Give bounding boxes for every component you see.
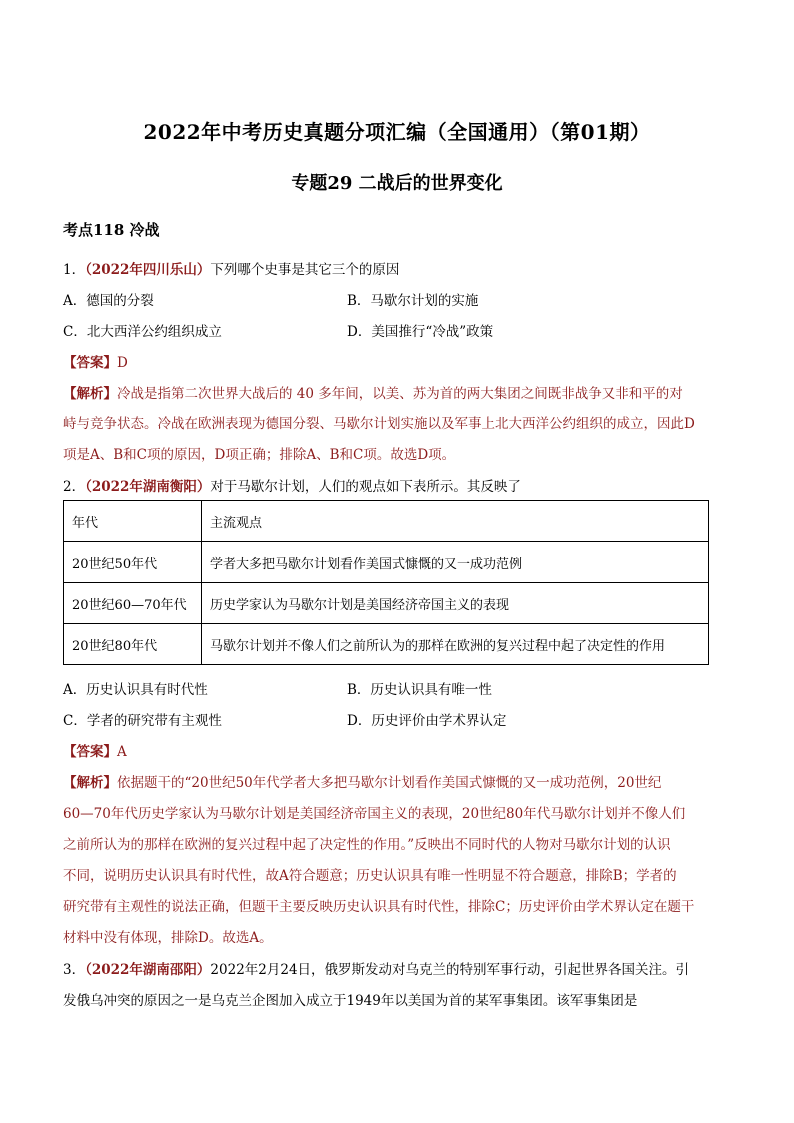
question-3-stem xyxy=(63,958,689,978)
option-a: A．历史认识具有时代性 xyxy=(63,682,208,698)
table-header-cell: 主流观点 xyxy=(202,501,709,542)
answer-value: D xyxy=(117,355,128,371)
document-title: 2022年中考历史真题分项汇编（全国通用）（第01期） xyxy=(143,120,651,144)
answer-line xyxy=(63,740,127,760)
question-text: 对于马歇尔计划，人们的观点如下表所示。其反映了 xyxy=(210,479,521,495)
question-source: （2022年湖南衡阳） xyxy=(85,479,211,495)
analysis-tag: 【解析】 xyxy=(63,775,117,791)
table-cell: 马歇尔计划并不像人们之前所认为的那样在欧洲的复兴过程中起了决定性的作用 xyxy=(202,624,709,665)
option-b: B．马歇尔计划的实施 xyxy=(347,293,479,309)
topic-subtitle: 专题29 二战后的世界变化 xyxy=(291,173,503,194)
option-c: C．北大西洋公约组织成立 xyxy=(63,324,222,340)
section-heading: 考点118 冷战 xyxy=(63,221,160,239)
question-source: （2022年四川乐山） xyxy=(85,262,211,278)
answer-tag: 【答案】 xyxy=(63,744,117,760)
analysis-line: 60—70年代历史学家认为马歇尔计划是美国经济帝国主义的表现，20世纪80年代马歇尔计划并不像人们 xyxy=(63,806,686,822)
viewpoint-table xyxy=(63,500,709,665)
table-cell: 20世纪50年代 xyxy=(64,542,202,583)
option-a: A．德国的分裂 xyxy=(63,293,154,309)
question-2-stem xyxy=(63,475,521,495)
analysis-line: 研究带有主观性的说法正确，但题干主要反映历史认识具有时代性，排除C；历史评价由学术界认定在题干 xyxy=(63,899,695,915)
question-source: （2022年湖南邵阳） xyxy=(85,962,211,978)
answer-value: A xyxy=(117,744,127,760)
option-d: D．美国推行“冷战”政策 xyxy=(347,324,494,340)
table-cell: 学者大多把马歇尔计划看作美国式慷慨的又一成功范例 xyxy=(202,542,709,583)
answer-line xyxy=(63,351,128,371)
table-header-row xyxy=(64,501,709,542)
table-header-cell: 年代 xyxy=(64,501,202,542)
question-number: 2． xyxy=(63,479,86,495)
analysis-line: 之前所认为的那样在欧洲的复兴过程中起了决定性的作用。”反映出不同时代的人物对马歇尔计划的认识 xyxy=(63,837,671,853)
option-c: C．学者的研究带有主观性 xyxy=(63,713,222,729)
question-text: 2022年2月24日，俄罗斯发动对乌克兰的特别军事行动，引起世界各国关注。引 xyxy=(210,962,690,978)
analysis-line: 项是A、B和C项的原因，D项正确；排除A、B和C项。故选D项。 xyxy=(63,447,456,463)
question-number: 3． xyxy=(63,962,86,978)
table-row xyxy=(64,583,709,624)
analysis-line: 不同，说明历史认识具有时代性，故A符合题意；历史认识具有唯一性明显不符合题意，排除B；学者的 xyxy=(63,868,677,884)
question-number: 1． xyxy=(63,262,86,278)
table-cell: 20世纪80年代 xyxy=(64,624,202,665)
answer-tag: 【答案】 xyxy=(63,355,117,371)
analysis-line: 峙与竞争状态。冷战在欧洲表现为德国分裂、马歇尔计划实施以及军事上北大西洋公约组织的成立，因此D xyxy=(63,416,695,432)
analysis-line: 材料中没有体现，排除D。故选A。 xyxy=(63,930,273,946)
question-text: 下列哪个史事是其它三个的原因 xyxy=(210,262,400,278)
option-b: B．历史认识具有唯一性 xyxy=(347,682,492,698)
question-text-continued: 发俄乌冲突的原因之一是乌克兰企图加入成立于1949年以美国为首的某军事集团。该军事集团是 xyxy=(63,993,638,1009)
table-cell: 20世纪60—70年代 xyxy=(64,583,202,624)
option-d: D．历史评价由学术界认定 xyxy=(347,713,507,729)
table-row xyxy=(64,624,709,665)
analysis-tag: 【解析】 xyxy=(63,386,117,402)
question-1-stem xyxy=(63,258,399,278)
table-row xyxy=(64,542,709,583)
analysis-line: 【解析】依据题干的“20世纪50年代学者大多把马歇尔计划看作美国式慷慨的又一成功范例，20世纪 xyxy=(63,775,662,791)
table-cell: 历史学家认为马歇尔计划是美国经济帝国主义的表现 xyxy=(202,583,709,624)
analysis-line: 【解析】冷战是指第二次世界大战后的 40 多年间，以美、苏为首的两大集团之间既非战争又非和平的对 xyxy=(63,386,683,402)
